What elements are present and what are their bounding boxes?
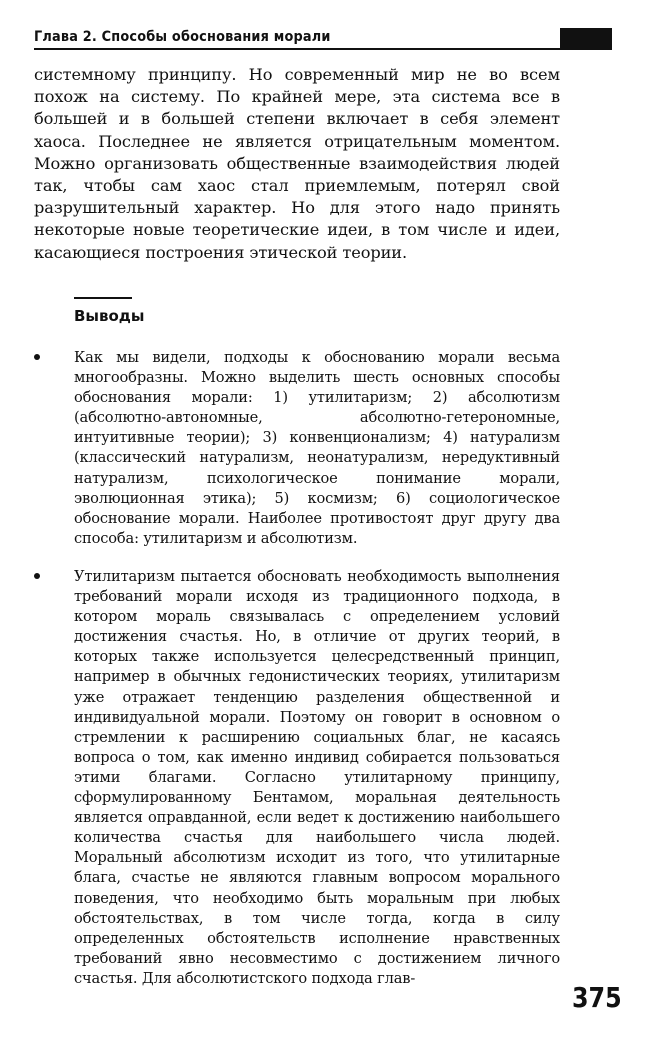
bullet-icon bbox=[34, 354, 40, 360]
header-black-block bbox=[560, 28, 612, 50]
section-title: Выводы bbox=[74, 307, 145, 325]
page-number: 375 bbox=[572, 981, 622, 1014]
intro-paragraph: системному принципу. Но современный мир не во всем похож на систему. По крайней мере, эта система все в большей и в большей степени включает в себя элемент хаоса. Последнее не является отрицательным моментом. Можно организовать общественные взаимодействия людей так, чтобы сам хаос стал приемлемым, потерял свой разрушительный характер. Но для этого надо принять некоторые новые теоретические идеи, в том числе и идеи, касающиеся построения этической теории. bbox=[34, 65, 560, 262]
bullet-icon bbox=[34, 573, 40, 579]
section-rule bbox=[74, 297, 132, 299]
header-rule bbox=[34, 48, 612, 50]
bullet-text: Как мы видели, подходы к обоснованию морали весьма многообразны. Можно выделить шесть основных способы обоснования морали: 1) утилитаризм; 2) абсолютизм (абсолютно-автономные, абсолютно-гетерономные, интуитивные теории); 3) конвенционализм; 4) натурализм (классический натурализм, неонатурализм, нередуктивный натурализм, психологическое понимание морали, эволюционная этика); 5) космизм; 6) социологическое обоснование морали. Наиболее противостоят друг другу два способа: утилитаризм и абсолютизм. bbox=[74, 349, 560, 547]
bullet-text: Утилитаризм пытается обосновать необходимость выполнения требований морали исходя из традиционного подхода, в котором мораль связывалась с определением условий достижения счастья. Но, в отличие от других теорий, в которых также используется целесредственный принцип, например в обычных гедонистических теориях, утилитаризм уже отражает тенденцию разделения общественной и индивидуальной морали. Поэтому он говорит в основном о стремлении к расширению социальных благ, не касаясь вопроса о том, как именно индивид собирается пользоваться этими благами. Согласно утилитарному принципу, сформулированному Бентамом, моральная деятельность является оправданной, если ведет к достижению наибольшего количества счастья для наибольшего числа людей. Моральный абсолютизм исходит из того, что утилитарные блага, счастье не являются главным вопросом морального поведения, что необходимо быть моральным при любых обстоятельствах, в том числе тогда, когда в силу определенных обстоятельств исполнение нравственных требований явно несовместимо с достижением личного счастья. Для абсолютистского подхода глав- bbox=[74, 568, 560, 987]
chapter-title: Глава 2. Способы обоснования морали bbox=[34, 29, 331, 45]
running-header bbox=[34, 28, 612, 50]
